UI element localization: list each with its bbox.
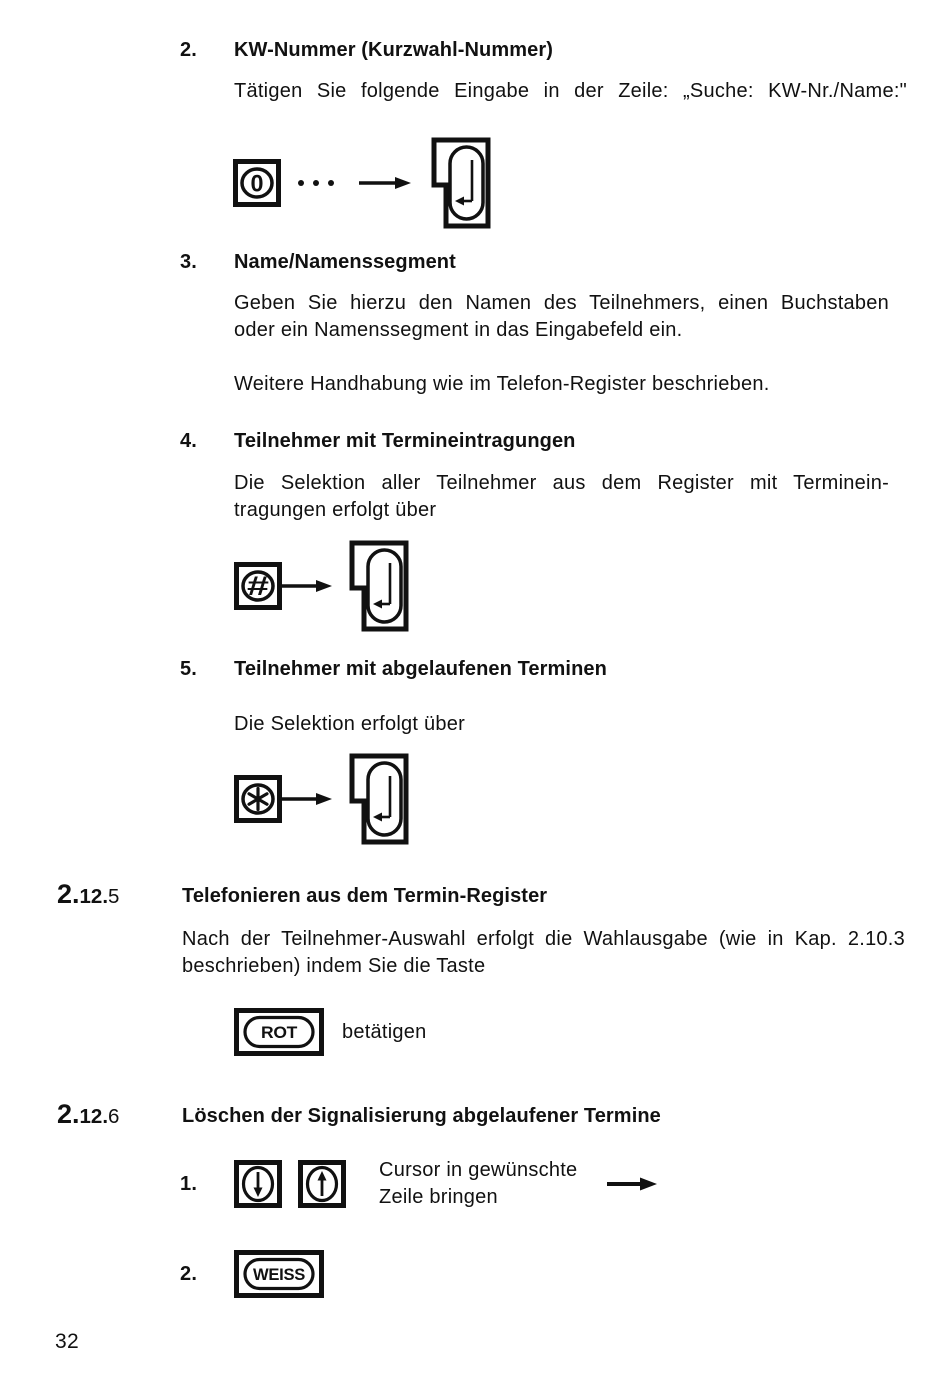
instruction-line: Cursor in gewünschte — [379, 1159, 578, 1181]
rot-key-label: ROT — [261, 1023, 298, 1042]
step-number: 1. — [180, 1172, 198, 1195]
section-number-major: 2. — [57, 879, 80, 909]
section-2-12-5-body — [182, 926, 905, 980]
item-title: Teilnehmer mit abgelaufenen Terminen — [234, 658, 607, 680]
enter-key-icon — [431, 137, 491, 229]
item-3-heading — [180, 250, 456, 275]
item-title: Teilnehmer mit Termineintragungen — [234, 430, 576, 452]
item-5-body: Die Selektion erfolgt über — [234, 713, 466, 735]
flow-arrow-icon — [359, 175, 411, 191]
ellipsis-dots-icon — [297, 179, 335, 187]
section-2-12-6-heading — [182, 1104, 661, 1129]
section-number-mid: 12. — [79, 1105, 109, 1128]
section-2-12-5-heading — [182, 884, 547, 909]
body-line: Nach der Teilnehmer-Auswahl erfolgt die Wahlausgabe (wie in Kap. 2.10.3 — [182, 928, 905, 950]
section-number-major: 2. — [57, 1099, 80, 1129]
rot-key-row — [234, 1008, 427, 1056]
step-1-instruction — [379, 1157, 589, 1211]
item-3-note: Weitere Handhabung wie im Telefon-Register beschrieben. — [234, 373, 770, 395]
enter-key-icon — [349, 753, 409, 845]
flow-arrow-icon — [282, 791, 332, 807]
section-number-minor: 6 — [108, 1105, 120, 1128]
section-number-mid: 12. — [79, 885, 109, 908]
weiss-key-label: WEISS — [253, 1265, 305, 1284]
body-line: tragungen erfolgt über — [234, 499, 437, 521]
item-5-heading — [180, 657, 607, 682]
hash-key-label: # — [247, 571, 269, 601]
flow-arrow-icon — [282, 578, 332, 594]
cursor-up-key-icon — [298, 1160, 346, 1208]
body-line: oder ein Namenssegment in das Eingabefeld ein. — [234, 319, 683, 341]
section-title: Telefonieren aus dem Termin-Register — [182, 885, 548, 907]
cursor-down-key-icon — [234, 1160, 282, 1208]
section-number-minor: 5 — [108, 885, 120, 908]
hash-key-icon — [234, 562, 282, 610]
after-key-text: betätigen — [342, 1020, 427, 1043]
section-2-12-5-number — [57, 881, 119, 912]
page-number: 32 — [55, 1330, 79, 1353]
body-line: beschrieben) indem Sie die Taste — [182, 955, 486, 977]
item-number: 4. — [180, 430, 197, 452]
zero-key-icon — [233, 159, 281, 207]
item-title: Name/Namenssegment — [234, 251, 456, 273]
key-sequence-row-2 — [234, 540, 409, 632]
body-line: Geben Sie hierzu den Namen des Teilnehmers, einen Buchstaben — [234, 292, 889, 314]
step-number: 2. — [180, 1262, 198, 1285]
body-line: Die Selektion aller Teilnehmer aus dem Register mit Terminein- — [234, 472, 889, 494]
step-1-row — [180, 1155, 657, 1213]
key-sequence-row-1 — [233, 137, 491, 229]
item-2-heading — [180, 38, 553, 63]
asterisk-key-icon — [234, 775, 282, 823]
item-2-body: Tätigen Sie folgende Eingabe in der Zeile: „Suche: KW-Nr./Name:" — [234, 80, 907, 102]
enter-key-icon — [349, 540, 409, 632]
section-2-12-6-number — [57, 1101, 119, 1132]
item-number: 5. — [180, 658, 197, 680]
rot-key-icon — [234, 1008, 324, 1056]
item-title: KW-Nummer (Kurzwahl-Nummer) — [234, 39, 553, 61]
item-4-heading — [180, 429, 576, 454]
flow-arrow-icon — [607, 1175, 657, 1193]
item-4-body — [234, 470, 889, 524]
key-sequence-row-3 — [234, 753, 409, 845]
section-title: Löschen der Signalisierung abgelaufener Termine — [182, 1105, 661, 1127]
instruction-line: Zeile bringen — [379, 1186, 498, 1208]
step-2-row — [180, 1250, 324, 1298]
item-number: 2. — [180, 39, 197, 61]
zero-key-label: 0 — [250, 170, 264, 198]
weiss-key-icon — [234, 1250, 324, 1298]
item-number: 3. — [180, 251, 197, 273]
item-3-body — [234, 290, 889, 344]
